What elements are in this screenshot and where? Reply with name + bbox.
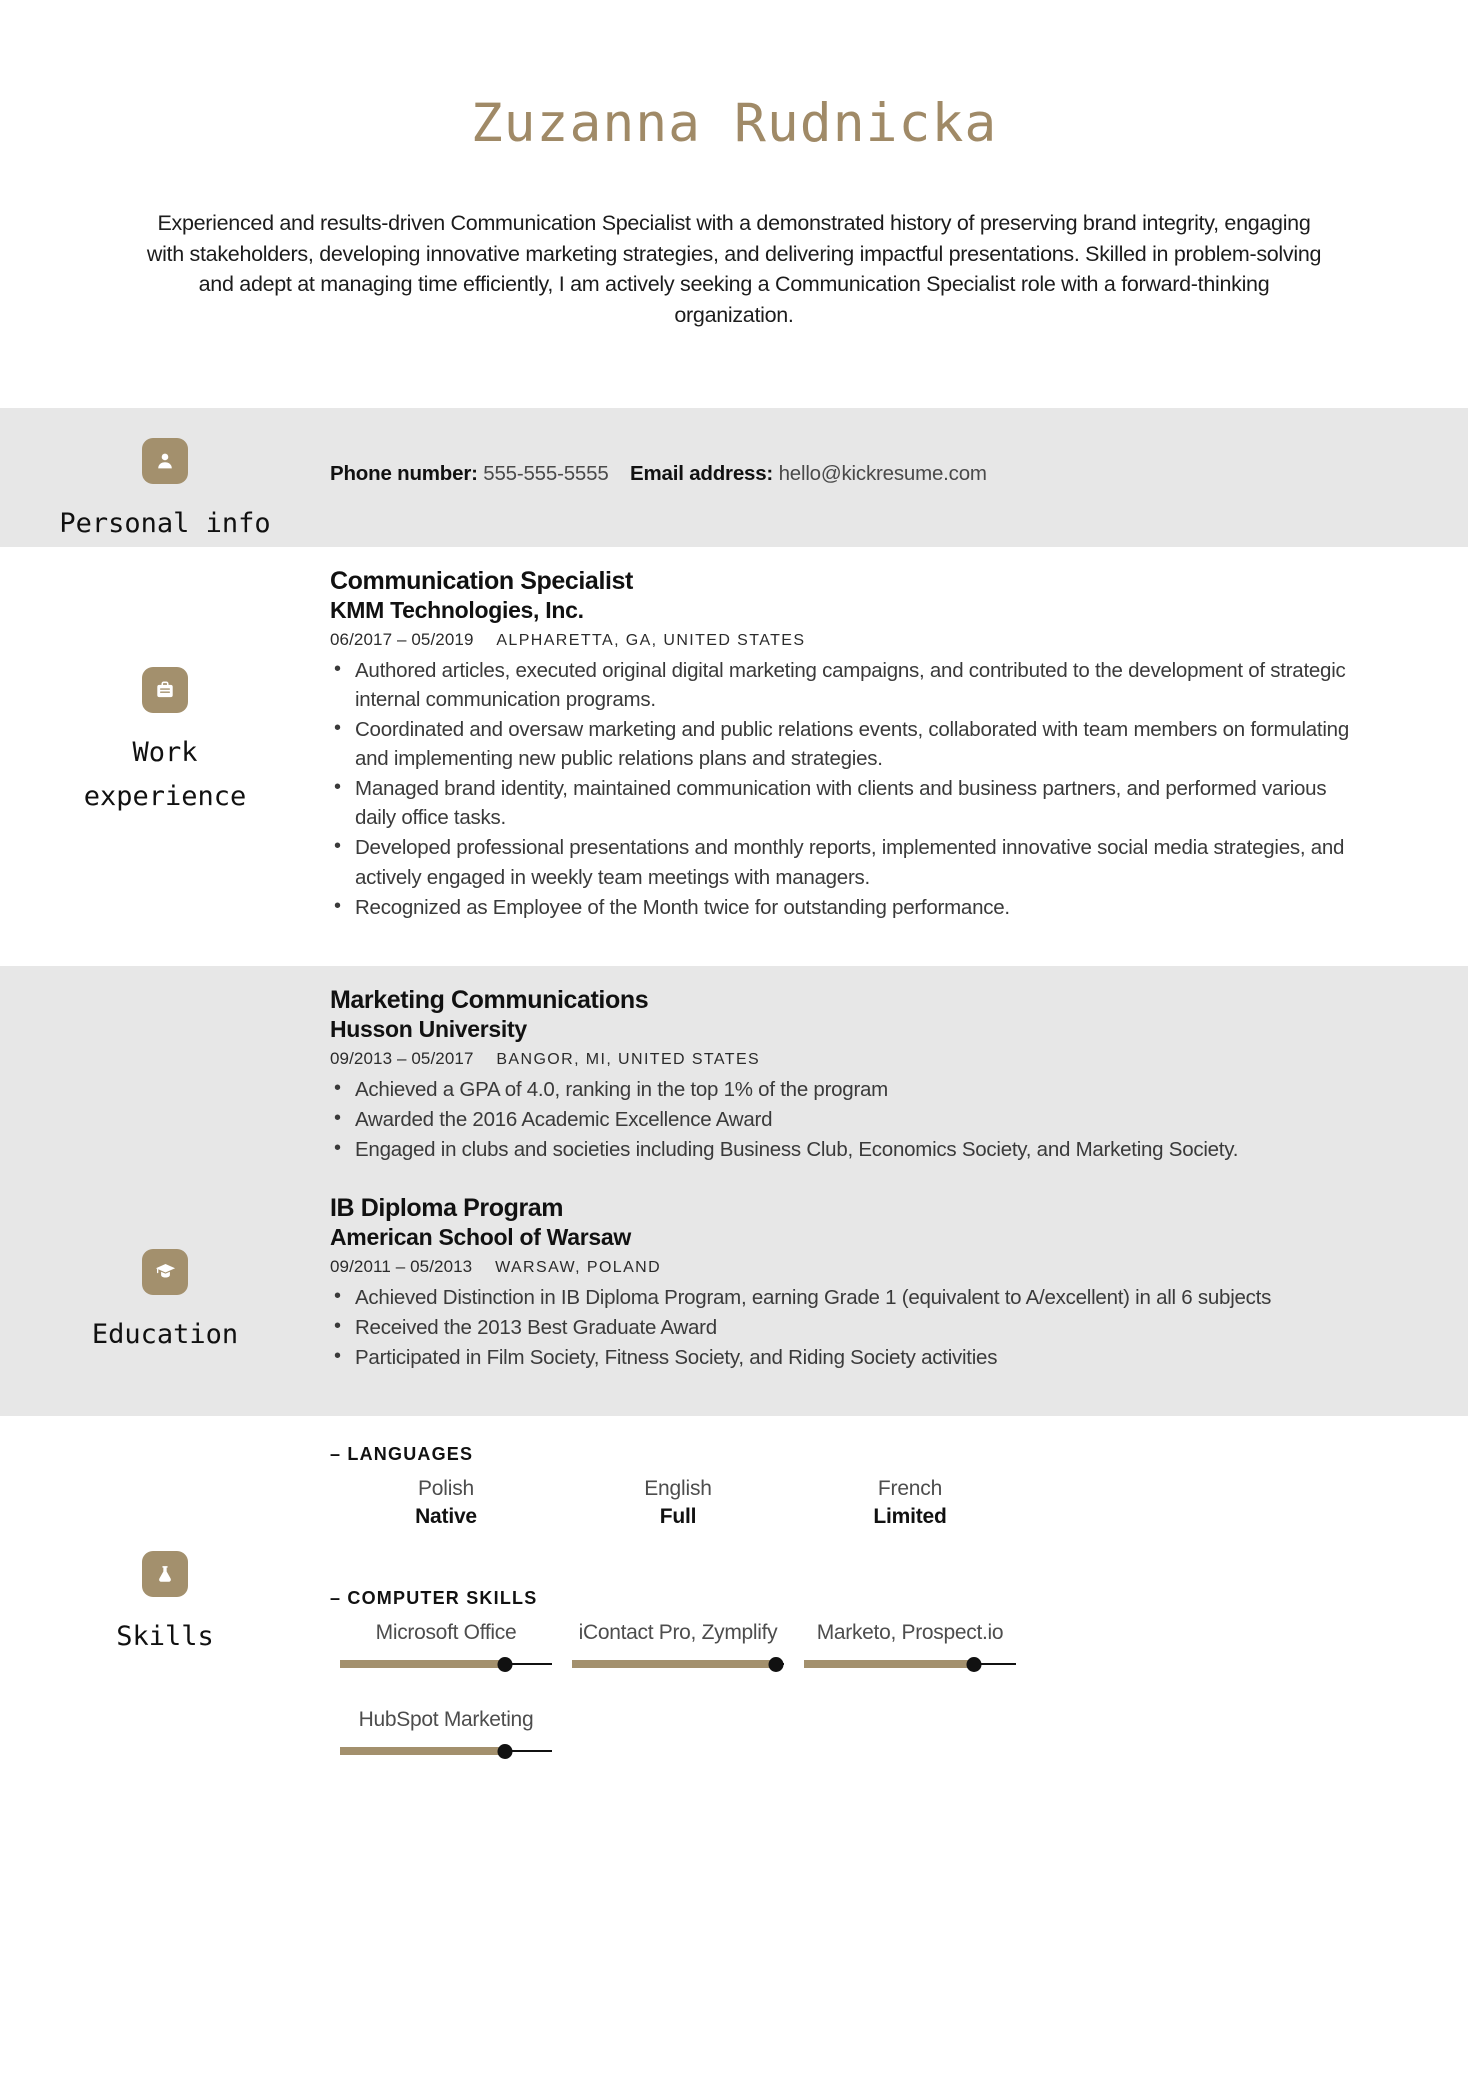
education-entry-location: WARSAW, POLAND	[495, 1258, 662, 1276]
list-item: • Managed brand identity, maintained communication with clients and business partners, and performed various daily office tasks.	[330, 774, 1368, 832]
language-name: Polish	[418, 1477, 474, 1501]
computer-skill-slider[interactable]	[804, 1656, 1016, 1672]
list-item: • Engaged in clubs and societies including Business Club, Economics Society, and Marketing Society.	[330, 1135, 1368, 1164]
section-education	[0, 966, 1468, 1416]
email-label: Email address:	[630, 462, 774, 486]
work-entry-organization: KMM Technologies, Inc.	[330, 597, 584, 624]
work-entry-title: Communication Specialist	[330, 566, 633, 595]
work-entry-bullets	[330, 656, 1368, 922]
language-item	[330, 1471, 562, 1532]
computer-skill-slider[interactable]	[340, 1743, 552, 1759]
section-personal-info-aside	[0, 408, 330, 547]
computer-skill-item	[330, 1615, 562, 1672]
education-entry-meta	[330, 1049, 1368, 1069]
contact-line	[330, 460, 1368, 489]
list-item: • Participated in Film Society, Fitness Society, and Riding Society activities	[330, 1343, 1368, 1372]
section-personal-info-body	[330, 408, 1468, 529]
language-name: English	[644, 1477, 712, 1501]
slider-fill	[340, 1747, 505, 1755]
skill-group-languages	[330, 1444, 1368, 1536]
education-entry-organization: Husson University	[330, 1015, 527, 1042]
section-title-skills: Skills	[116, 1621, 214, 1653]
phone-value: 555-555-5555	[483, 462, 609, 486]
skill-group-computer-skills	[330, 1588, 1368, 1760]
computer-skills-row-2	[330, 1702, 1368, 1759]
education-entry-bullets	[330, 1075, 1368, 1164]
list-item: • Coordinated and oversaw marketing and public relations events, collaborated with team members on formulating and implementing new public relations plans and strategies.	[330, 715, 1368, 773]
slider-fill	[804, 1660, 974, 1668]
section-skills	[0, 1416, 1468, 1819]
section-education-body	[330, 966, 1468, 1416]
list-item: • Developed professional presentations and monthly reports, implemented innovative social media strategies, and actively engaged in weekly team meetings with managers.	[330, 833, 1368, 891]
list-item: • Received the 2013 Best Graduate Award	[330, 1313, 1368, 1342]
phone-label: Phone number:	[330, 462, 478, 486]
education-entry-title: IB Diploma Program	[330, 1193, 564, 1222]
work-entry	[330, 567, 1368, 922]
header-spacer	[0, 330, 1468, 408]
language-name: French	[877, 1477, 943, 1501]
section-title-personal-info: Personal info	[59, 508, 271, 540]
education-entry-title: Marketing Communications	[330, 985, 649, 1014]
section-title-education: Education	[91, 1318, 239, 1350]
page-title: Zuzanna Rudnicka	[470, 93, 998, 154]
email-value: hello@kickresume.com	[778, 462, 987, 486]
computer-skill-name: iContact Pro, Zymplify	[578, 1620, 778, 1644]
slider-fill	[572, 1660, 776, 1668]
computer-skill-name: HubSpot Marketing	[358, 1708, 534, 1732]
skill-group-title-computer-skills: – COMPUTER SKILLS	[330, 1587, 538, 1608]
section-work-experience-aside	[0, 547, 330, 820]
languages-row	[330, 1471, 1368, 1536]
education-entry-dates: 09/2011 – 05/2013	[330, 1256, 473, 1276]
list-item: • Achieved Distinction in IB Diploma Program, earning Grade 1 (equivalent to A/excellent) in all 6 subjects	[330, 1283, 1368, 1312]
slider-knob[interactable]	[768, 1657, 783, 1672]
graduation-cap-icon	[142, 1249, 188, 1295]
work-entry-location: ALPHARETTA, GA, UNITED STATES	[496, 631, 806, 649]
language-level: Native	[415, 1505, 477, 1529]
work-entry-meta	[330, 630, 1368, 650]
flask-icon	[142, 1551, 188, 1597]
computer-skill-item	[562, 1615, 794, 1672]
computer-skill-slider[interactable]	[572, 1656, 784, 1672]
slider-knob[interactable]	[498, 1657, 513, 1672]
work-entry-dates: 06/2017 – 05/2019	[330, 629, 474, 649]
section-title-work-experience	[84, 731, 247, 820]
list-item: • Recognized as Employee of the Month twice for outstanding performance.	[330, 893, 1368, 922]
section-personal-info	[0, 408, 1468, 547]
slider-knob[interactable]	[966, 1657, 981, 1672]
list-item: • Awarded the 2016 Academic Excellence Award	[330, 1105, 1368, 1134]
person-icon	[142, 438, 188, 484]
section-education-aside	[0, 966, 330, 1358]
language-item	[562, 1471, 794, 1532]
section-skills-body	[330, 1416, 1468, 1819]
education-entry-dates: 09/2013 – 05/2017	[330, 1048, 474, 1068]
computer-skill-item	[330, 1702, 562, 1759]
language-level: Limited	[873, 1505, 947, 1529]
list-item: • Achieved a GPA of 4.0, ranking in the top 1% of the program	[330, 1075, 1368, 1104]
resume-header	[0, 0, 1468, 330]
slider-fill	[340, 1660, 505, 1668]
language-item	[794, 1471, 1026, 1532]
section-work-experience	[0, 547, 1468, 966]
computer-skill-item	[794, 1615, 1026, 1672]
section-skills-aside	[0, 1416, 330, 1660]
skill-group-title-languages: – LANGUAGES	[330, 1444, 474, 1465]
profile-summary: Experienced and results-driven Communication Specialist with a demonstrated history of preserving brand integrity, engaging with stakeholders, developing innovative marketing strategies, and delivering impactful presentations. Skilled in problem-solving and adept at managing time efficiently, I am actively seeking a Communication Specialist role with a forward-thinking organization.	[146, 211, 1322, 327]
education-entry-organization: American School of Warsaw	[330, 1224, 631, 1251]
education-entry-meta	[330, 1257, 1368, 1277]
computer-skill-slider[interactable]	[340, 1656, 552, 1672]
list-item: • Authored articles, executed original digital marketing campaigns, and contributed to the development of strategic internal communication programs.	[330, 656, 1368, 714]
section-title-work-line2: experience	[83, 781, 247, 813]
education-entry	[330, 1194, 1368, 1372]
slider-knob[interactable]	[498, 1744, 513, 1759]
computer-skill-name: Marketo, Prospect.io	[816, 1620, 1004, 1644]
computer-skill-name: Microsoft Office	[375, 1620, 517, 1644]
language-level: Full	[659, 1505, 697, 1529]
computer-skills-row-1	[330, 1615, 1368, 1672]
section-title-work-line1: Work	[132, 736, 198, 768]
education-entry-bullets	[330, 1283, 1368, 1372]
section-work-experience-body	[330, 547, 1468, 966]
briefcase-icon	[142, 667, 188, 713]
education-entry-location: BANGOR, MI, UNITED STATES	[496, 1050, 761, 1068]
education-entry	[330, 986, 1368, 1164]
